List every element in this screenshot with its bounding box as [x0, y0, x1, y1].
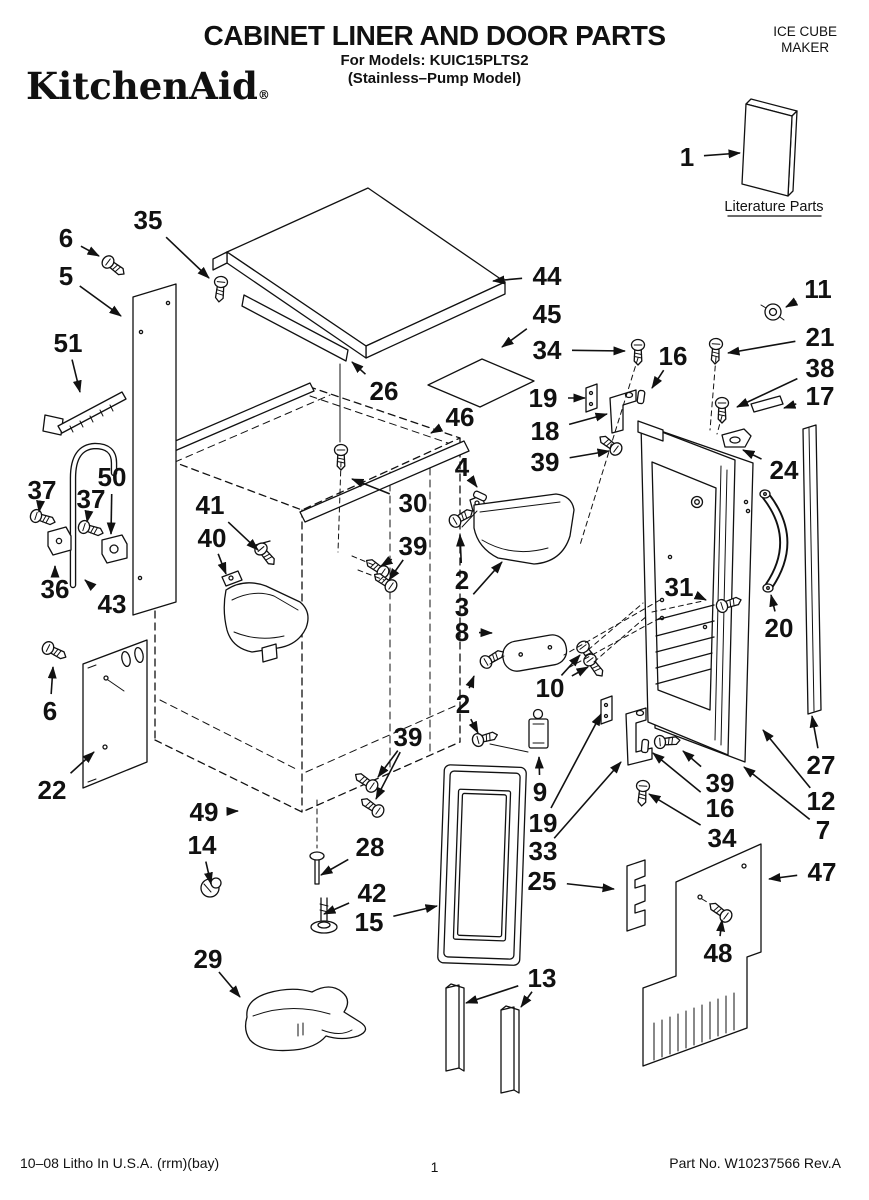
callout-1: 1 — [679, 142, 695, 172]
part-hinge-pin-16-bottom — [641, 739, 649, 753]
callout-17: 17 — [805, 381, 835, 411]
callout-arrow — [653, 753, 701, 792]
callout-13: 13 — [527, 963, 557, 993]
callout-38: 38 — [805, 353, 835, 383]
part-hinge-plate-19-top — [586, 384, 597, 412]
print-info: 10–08 Litho In U.S.A. (rrm)(bay) — [20, 1155, 220, 1171]
callout-7: 7 — [815, 815, 831, 845]
model-line: For Models: KUIC15PLTS2 — [340, 52, 529, 69]
part-pad-8 — [501, 633, 569, 674]
callout-arrow — [683, 751, 701, 767]
part-latch-9 — [529, 710, 548, 749]
callout-36: 36 — [40, 574, 70, 604]
callout-5: 5 — [58, 261, 74, 291]
callout-16: 16 — [658, 341, 688, 371]
callout-29: 29 — [193, 944, 223, 974]
callout-28: 28 — [355, 832, 385, 862]
callout-arrow — [321, 859, 348, 875]
callout-6: 6 — [42, 696, 58, 726]
callout-26: 26 — [369, 376, 399, 406]
callout-arrow — [471, 719, 478, 733]
part-bracket-25 — [627, 860, 645, 931]
callout-19: 19 — [528, 383, 558, 413]
literature-parts-label: Literature Parts — [724, 199, 824, 215]
callout-arrow — [472, 481, 477, 487]
part-breaker-strips-13 — [446, 984, 519, 1093]
callout-arrow — [502, 329, 527, 347]
callout-arrow — [85, 580, 93, 587]
callout-3: 3 — [454, 592, 470, 622]
callout-arrow — [324, 903, 349, 914]
callout-31: 31 — [664, 572, 694, 602]
callout-14: 14 — [187, 830, 217, 860]
callout-9: 9 — [532, 777, 548, 807]
callout-arrow — [87, 516, 88, 522]
callout-34: 34 — [707, 823, 737, 853]
callout-15: 15 — [354, 907, 384, 937]
callout-51: 51 — [53, 328, 83, 358]
callout-39: 39 — [393, 722, 423, 752]
part-side-panel-5 — [133, 284, 176, 615]
callout-arrow — [166, 237, 209, 278]
callout-arrow — [652, 370, 664, 388]
callout-34: 34 — [532, 335, 562, 365]
callout-arrow — [771, 595, 775, 611]
part-trim-strip-27 — [803, 425, 821, 714]
part-front-rail-46 — [300, 441, 469, 522]
callout-25: 25 — [527, 866, 557, 896]
callout-43: 43 — [97, 589, 127, 619]
part-clamp-50 — [102, 535, 127, 563]
callout-30: 30 — [398, 488, 428, 518]
page-title: CABINET LINER AND DOOR PARTS — [203, 20, 666, 51]
product-type-label: ICE CUBE MAKER — [773, 24, 837, 56]
callout-arrow — [704, 153, 740, 156]
model-variant-line: (Stainless–Pump Model) — [347, 69, 522, 87]
callout-47: 47 — [807, 857, 837, 887]
kitchenaid-logo: KitchenAid® — [26, 64, 270, 108]
callout-40: 40 — [197, 523, 227, 553]
callout-33: 33 — [528, 836, 558, 866]
callout-arrow — [111, 494, 112, 534]
callout-18: 18 — [530, 416, 560, 446]
callout-12: 12 — [806, 786, 836, 816]
part-leveling-foot-42 — [311, 898, 337, 933]
callout-11: 11 — [804, 274, 832, 304]
callout-27: 27 — [806, 750, 836, 780]
callout-arrow — [219, 972, 240, 997]
callout-35: 35 — [133, 205, 163, 235]
callout-arrow — [352, 362, 365, 374]
callout-8: 8 — [454, 617, 470, 647]
callout-arrow — [228, 522, 258, 550]
callout-arrow — [569, 414, 607, 424]
callout-42: 42 — [357, 878, 387, 908]
callout-45: 45 — [532, 299, 562, 329]
part-ice-scoop-29 — [246, 987, 366, 1051]
callout-arrow — [393, 906, 437, 916]
callout-arrow — [554, 762, 621, 838]
part-wing-screw-41 — [252, 541, 279, 569]
part-hinge-plate-19-bottom — [601, 696, 612, 724]
part-hinge-cup-24 — [722, 429, 751, 447]
callout-16: 16 — [705, 793, 735, 823]
part-sheet-45 — [428, 359, 534, 407]
callout-24: 24 — [769, 455, 799, 485]
part-handle-20 — [760, 490, 784, 592]
callout-10: 10 — [535, 673, 565, 703]
callout-arrow — [784, 404, 796, 408]
callout-arrow — [72, 360, 80, 392]
callout-arrow — [567, 884, 614, 889]
callout-arrow — [728, 341, 795, 353]
part-number: Part No. W10237566 Rev.A — [669, 1155, 841, 1171]
callout-37: 37 — [27, 475, 57, 505]
callout-arrow — [572, 350, 625, 351]
callout-39: 39 — [530, 447, 560, 477]
part-deflector-3 — [470, 494, 574, 564]
page-number: 1 — [430, 1159, 439, 1175]
callout-46: 46 — [445, 402, 475, 432]
callout-19: 19 — [528, 808, 558, 838]
callout-arrow — [570, 451, 609, 458]
part-scoop-holder-40 — [222, 571, 308, 662]
callout-2: 2 — [454, 565, 470, 595]
callout-arrow — [473, 562, 502, 594]
part-clamp-36 — [48, 527, 71, 555]
registered-mark: ® — [257, 88, 270, 102]
callout-arrow — [80, 286, 121, 316]
callout-arrow — [743, 450, 762, 459]
callout-arrow — [218, 554, 226, 574]
callout-21: 21 — [805, 322, 835, 352]
callout-arrow — [786, 301, 796, 307]
part-grommet-11 — [761, 304, 784, 320]
callout-arrow — [39, 507, 40, 512]
callout-4: 4 — [454, 452, 470, 482]
callout-arrow — [51, 667, 53, 694]
callout-arrow — [466, 986, 518, 1003]
callout-44: 44 — [532, 261, 562, 291]
part-bolt-28 — [310, 800, 324, 884]
callout-arrow — [649, 794, 701, 825]
callout-arrow — [769, 875, 797, 879]
callout-48: 48 — [703, 938, 733, 968]
callout-arrow — [812, 716, 818, 748]
part-literature-booklet — [742, 99, 797, 196]
callout-39: 39 — [705, 768, 735, 798]
callout-20: 20 — [764, 613, 794, 643]
callout-2: 2 — [455, 689, 471, 719]
callout-6: 6 — [58, 223, 74, 253]
callout-arrow — [469, 676, 474, 688]
callout-arrow — [521, 992, 532, 1007]
part-door-liner-frame-15 — [438, 765, 527, 966]
callout-arrow — [389, 560, 403, 580]
callout-22: 22 — [37, 775, 67, 805]
part-cable-tie-51 — [43, 392, 126, 435]
callout-arrow — [763, 730, 810, 788]
callout-39: 39 — [398, 531, 428, 561]
callout-arrow — [81, 246, 99, 256]
callout-41: 41 — [195, 490, 225, 520]
part-back-panel-47 — [643, 844, 761, 1066]
callout-arrow — [539, 757, 540, 775]
callout-37: 37 — [76, 484, 106, 514]
part-hinge-pin-16-top — [637, 390, 645, 404]
part-access-panel-22 — [83, 640, 147, 788]
callout-49: 49 — [189, 797, 219, 827]
part-top-panel — [213, 188, 505, 358]
part-top-hinge-18 — [610, 390, 636, 433]
callout-50: 50 — [97, 462, 127, 492]
callout-arrow — [572, 667, 588, 676]
